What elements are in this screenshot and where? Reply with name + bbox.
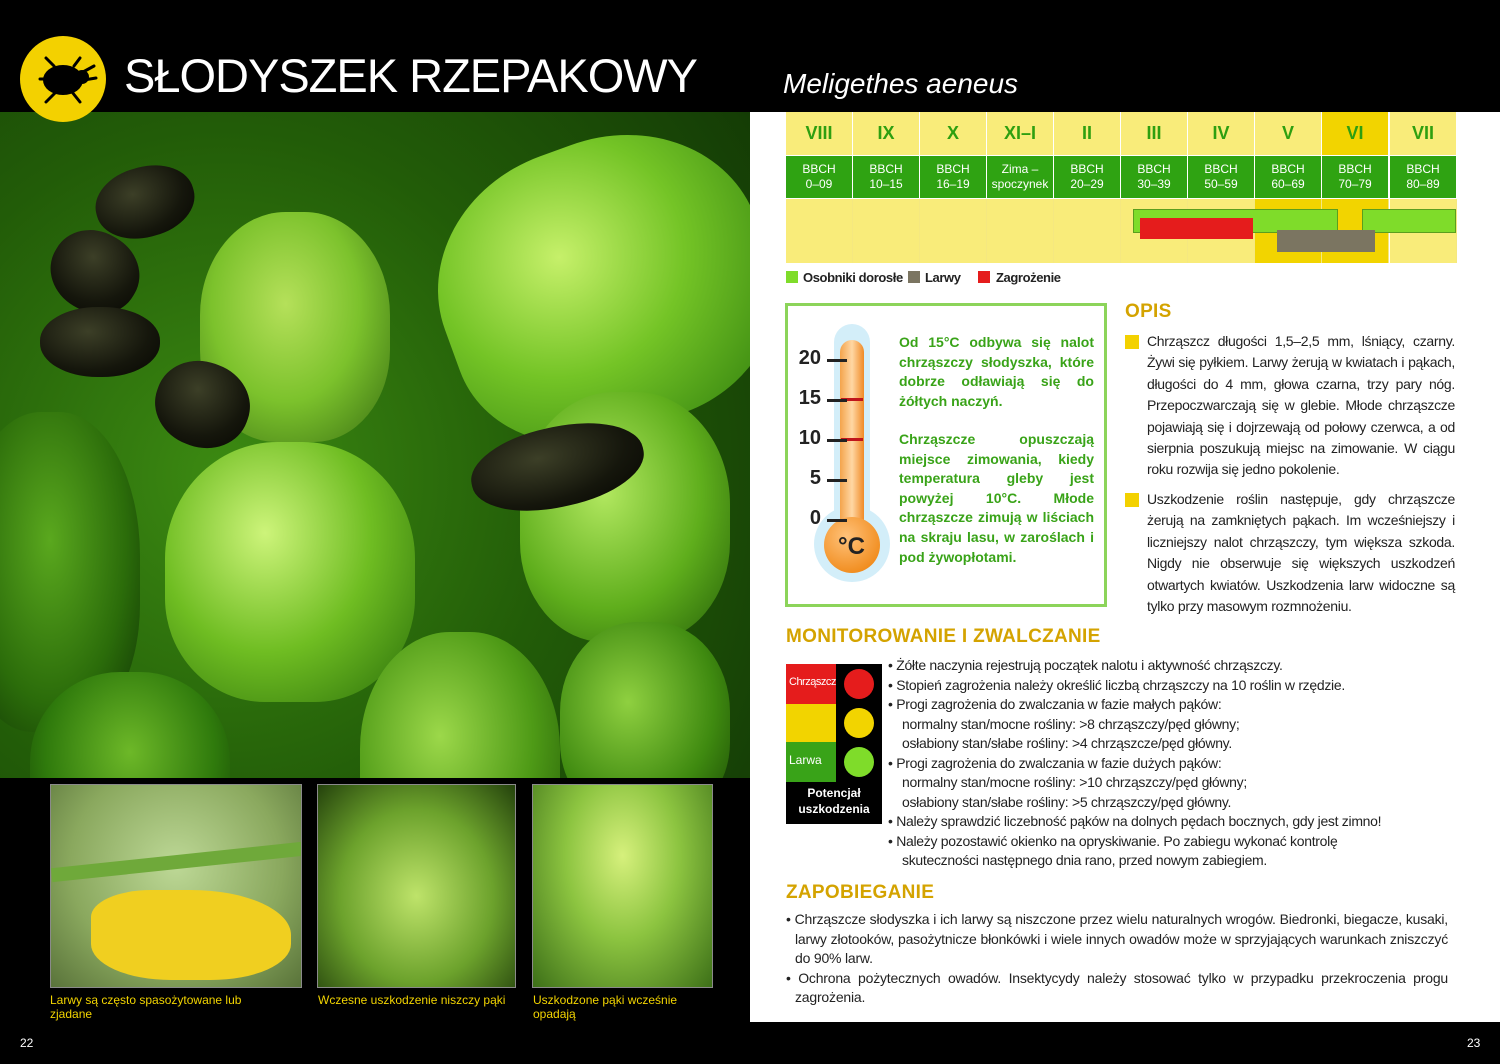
description-heading: OPIS: [1125, 301, 1172, 322]
monitoring-line: • Należy pozostawić okienko na opryskiwanie. Po zabiegu wykonać kontrolę: [888, 832, 1338, 849]
bbch-line: BBCH: [1338, 162, 1372, 176]
bbch-line: 30–39: [1137, 177, 1171, 191]
bbch-line: 50–59: [1204, 177, 1238, 191]
bbch-line: BBCH: [869, 162, 903, 176]
monitoring-list: [888, 656, 1448, 871]
description-bullet-2: [1125, 493, 1139, 507]
prevention-heading: ZAPOBIEGANIE: [786, 882, 935, 903]
adults-bar-summer: [1362, 209, 1456, 233]
monitoring-line: • Progi zagrożenia do zwalczania w fazie małych pąków:: [888, 696, 1222, 712]
month-1: IX: [853, 112, 920, 155]
larvae-bar: [1277, 230, 1375, 252]
bbch-line: BBCH: [936, 162, 970, 176]
legend-adults: Osobniki dorosłe: [803, 270, 903, 285]
bbch-stage-0: [786, 156, 853, 198]
beetle-photo-3: [40, 307, 160, 377]
legend-larvae: Larwy: [925, 270, 961, 285]
scale-tick: [827, 439, 847, 442]
bbch-stage-1: [853, 156, 920, 198]
bbch-line: BBCH: [1070, 162, 1104, 176]
red-light-icon: [844, 669, 874, 699]
bbch-line: BBCH: [802, 162, 836, 176]
bbch-line: Zima –: [1001, 162, 1039, 176]
month-0: VIII: [786, 112, 853, 155]
scale-value: 20: [798, 347, 821, 369]
bbch-stage-7: [1255, 156, 1322, 198]
monitoring-line: • Żółte naczynia rejestrują początek nalotu i aktywność chrząszczy.: [888, 657, 1283, 673]
bbch-line: BBCH: [1137, 162, 1171, 176]
description-text-1: Chrząszcz długości 1,5–2,5 mm, lśniący, czarny. Żywi się pyłkiem. Larwy żerują w kwiatach i pąkach, długości do 4 mm, głowa czarna, trzy pary nóg. Przepoczwarczają się w glebie. Młode chrząszcze pojawiają się i dojrzewają od połowy czerwca, a od sierpnia poszukują miejsc na zimowanie. W ciągu roku rozwija się jedno pokolenie.: [1147, 333, 1455, 478]
monitoring-line: • Należy sprawdzić liczebność pąków na dolnych pędach bocznych, gdy jest zimno!: [888, 813, 1382, 829]
monitoring-line: osłabiony stan/słabe rośliny: >5 chrząszczy/pęd główny.: [902, 793, 1232, 810]
thumbnail-damage: [317, 784, 516, 988]
description-text-2: Uszkodzenie roślin następuje, gdy chrząszcze żerują na zamkniętych pąkach. Im wcześniejszy i liczniejszy nalot chrząszczy, tym większa szkoda. Nigdy nie obserwuje się większych uszkodzeń otwartych kwiatów. Uszkodzenia larw widoczne są tylko przy masowym rozmnożeniu.: [1147, 491, 1455, 615]
month-5: III: [1121, 112, 1188, 155]
traffic-footer-label: Potencjał uszkodzenia: [798, 786, 870, 816]
bbch-line: 0–09: [805, 177, 833, 191]
monitoring-line: skuteczności następnego dnia rano, przed nowym zabiegiem.: [902, 852, 1268, 868]
caption-fallen-buds: Uszkodzone pąki wcześnie opadają: [533, 993, 678, 1021]
scale-tick: [827, 399, 847, 402]
bbch-line: 70–79: [1338, 177, 1372, 191]
bbch-stage-9: [1390, 156, 1457, 198]
monitoring-line: normalny stan/mocne rośliny: >10 chrząszczy/pęd główny;: [902, 774, 1247, 790]
footer-bar: [0, 1022, 1500, 1064]
traffic-top-label: Chrząszcz: [789, 676, 836, 688]
caption-damage: Wczesne uszkodzenie niszczy pąki: [318, 993, 506, 1007]
monitoring-line: • Progi zagrożenia do zwalczania w fazie dużych pąków:: [888, 754, 1222, 771]
bbch-stage-8: [1322, 156, 1389, 198]
calendar-lane-2: [920, 199, 987, 263]
monitoring-heading: MONITOROWANIE I ZWALCZANIE: [786, 626, 1101, 647]
traffic-light-chart: [786, 664, 882, 824]
pest-badge: [20, 36, 106, 122]
calendar-lane-1: [853, 199, 920, 263]
bbch-line: 80–89: [1406, 177, 1440, 191]
scale-tick: [827, 479, 847, 482]
page-title: SŁODYSZEK RZEPAKOWY: [124, 49, 697, 102]
calendar-lane-3: [987, 199, 1054, 263]
legend-threat-swatch: [978, 271, 990, 283]
scale-tick: [827, 359, 847, 362]
bbch-line: spoczynek: [991, 177, 1049, 191]
threat-bar: [1140, 218, 1253, 239]
scale-value: 10: [798, 427, 821, 449]
latin-name: Meligethes aeneus: [783, 68, 1019, 99]
bbch-line: BBCH: [1406, 162, 1440, 176]
beetle-icon: [20, 36, 106, 122]
month-8: VI: [1322, 112, 1389, 155]
monitoring-line: • Stopień zagrożenia należy określić liczbą chrząszczy na 10 roślin w rzędzie.: [888, 676, 1345, 693]
page-number-left: 22: [20, 1036, 34, 1050]
month-7: V: [1255, 112, 1322, 155]
month-6: IV: [1188, 112, 1255, 155]
prevention-item: • Ochrona pożytecznych owadów. Insektycydy należy stosować tylko w przypadku przekroczenia progu zagrożenia.: [786, 969, 1448, 1006]
bbch-stage-2: [920, 156, 987, 198]
temperature-text-2: Chrząszcze opuszczają miejsce zimowania, kiedy temperatura gleby jest powyżej 10°C. Młode chrząszcze zimują w liściach na skraju lasu, w zaroślach i pod żywopłotami.: [899, 431, 1094, 565]
bbch-line: 16–19: [936, 177, 970, 191]
scale-value: 5: [809, 467, 821, 489]
thumbnail-larvae: [50, 784, 302, 988]
caption-larvae: Larwy są często spasożytowane lub zjadane: [50, 993, 242, 1021]
traffic-bottom-label: Larwa: [789, 753, 822, 767]
bbch-stage-5: [1121, 156, 1188, 198]
scale-value: 15: [798, 387, 821, 409]
month-3: XI–I: [987, 112, 1054, 155]
legend-adults-swatch: [786, 271, 798, 283]
bbch-line: 20–29: [1070, 177, 1104, 191]
legend-threat: Zagrożenie: [996, 270, 1061, 285]
monitoring-line: osłabiony stan/słabe rośliny: >4 chrząszcze/pęd główny.: [902, 735, 1232, 751]
bbch-line: BBCH: [1271, 162, 1305, 176]
monitoring-line: normalny stan/mocne rośliny: >8 chrząszczy/pęd główny;: [902, 715, 1240, 732]
month-2: X: [920, 112, 987, 155]
scale-value: 0: [809, 507, 821, 529]
thumbnail-fallen-buds: [532, 784, 713, 988]
description-bullet-1: [1125, 335, 1139, 349]
prevention-list: [786, 910, 1448, 1008]
yellow-light-icon: [844, 708, 874, 738]
bbch-line: 60–69: [1271, 177, 1305, 191]
legend-larvae-swatch: [908, 271, 920, 283]
green-light-icon: [844, 747, 874, 777]
page-number-right: 23: [1467, 1036, 1481, 1050]
bbch-line: 10–15: [869, 177, 903, 191]
calendar-lane-4: [1054, 199, 1121, 263]
month-4: II: [1054, 112, 1121, 155]
temperature-text-1: Od 15°C odbywa się nalot chrząszczy słodyszka, które dobrze odławiają się do żółtych naczyń.: [899, 334, 1094, 409]
celsius-unit: °C: [838, 533, 865, 560]
prevention-item: • Chrząszcze słodyszka i ich larwy są niszczone przez wielu naturalnych wrogów. Biedronki, biegacze, kusaki, larwy złotooków, pasożytnicze błonkówki i wiele innych owadów może w sprzyjających warunkach zniszczyć do 90% larw.: [786, 911, 1448, 967]
bbch-stage-6: [1188, 156, 1255, 198]
month-9: VII: [1390, 112, 1457, 155]
bbch-line: BBCH: [1204, 162, 1238, 176]
calendar-lane-0: [786, 199, 853, 263]
bbch-stage-3: [987, 156, 1054, 198]
bbch-stage-4: [1054, 156, 1121, 198]
scale-tick: [827, 519, 847, 522]
